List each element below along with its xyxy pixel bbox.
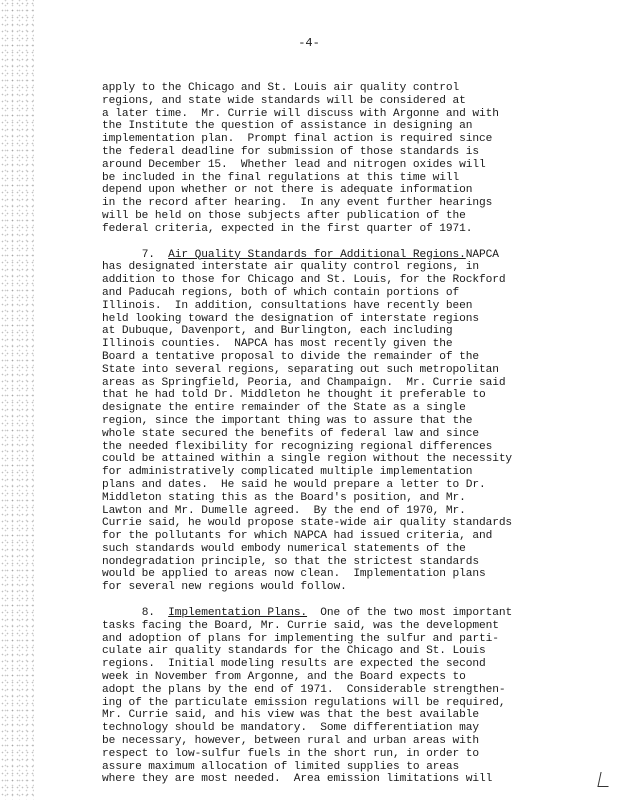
text-line: State into several regions, separating out such metropolitan: [102, 363, 499, 376]
text-line: adopt the plans by the end of 1971. Considerable strengthen-: [102, 683, 506, 696]
scan-artifact-mark: [597, 772, 611, 787]
page-number: -4-: [298, 36, 320, 50]
text-line: designate the entire remainder of the State as a single: [102, 402, 466, 415]
text-line: Currie said, he would propose state-wide air quality standards: [102, 517, 513, 530]
section-7-heading: Air Quality Standards for Additional Regions.: [168, 248, 466, 261]
text-line: at Dubuque, Davenport, and Burlington, each including: [102, 325, 453, 338]
text-line: ing of the particulate emission regulations will be required,: [102, 696, 506, 709]
document-body: [102, 82, 532, 786]
section-7-lines: [102, 261, 532, 594]
paragraph-section-8: [102, 607, 532, 786]
text-line: apply to the Chicago and St. Louis air quality control: [102, 82, 460, 94]
section-8-first-line-rest: One of the two most important: [320, 607, 513, 620]
text-line: would be applied to areas now clean. Implementation plans: [102, 568, 486, 581]
text-line: for the pollutants for which NAPCA had issued criteria, and: [102, 530, 493, 543]
text-line: held looking toward the designation of interstate regions: [102, 312, 479, 325]
scan-edge-noise: [0, 0, 34, 800]
text-line: in the record after hearing. In any event further hearings: [102, 197, 493, 210]
text-line: Mr. Currie said, and his view was that the best available: [102, 709, 479, 722]
text-line: Lawton and Mr. Dumelle agreed. By the end of 1970, Mr.: [102, 504, 466, 517]
text-line: Illinois. In addition, consultations have recently been: [102, 299, 473, 312]
text-line: regions, and state wide standards will be considered at: [102, 94, 466, 107]
section-8-number: 8.: [141, 607, 155, 620]
text-line: nondegradation principle, so that the strictest standards: [102, 555, 479, 568]
text-line: depend upon whether or not there is adequate information: [102, 184, 473, 197]
text-line: around December 15. Whether lead and nitrogen oxides will: [102, 158, 486, 171]
text-line: the federal deadline for submission of those standards is: [102, 145, 479, 158]
text-line: implementation plan. Prompt final action is required since: [102, 133, 493, 146]
text-line: assure maximum allocation of limited supplies to areas: [102, 760, 460, 773]
text-line: federal criteria, expected in the first quarter of 1971.: [102, 222, 473, 235]
paragraph-section-7: [102, 249, 532, 595]
text-line: could be attained within a single region without the necessity: [102, 453, 513, 466]
paragraph-intro: [102, 82, 532, 236]
text-line: region, since the important thing was to assure that the: [102, 414, 473, 427]
text-line: will be held on those subjects after publication of the: [102, 209, 466, 222]
text-line: plans and dates. He said he would prepare a letter to Dr.: [102, 478, 486, 491]
text-line: week in November from Argonne, and the Board expects to: [102, 671, 466, 684]
text-line: where they are most needed. Area emission limitations will: [102, 773, 493, 786]
text-line: such standards would embody numerical statements of the: [102, 542, 466, 555]
text-line: technology should be mandatory. Some differentiation may: [102, 722, 479, 735]
text-line: the Institute the question of assistance in designing an: [102, 120, 473, 133]
section-7-first-line: [102, 249, 532, 262]
text-line: regions. Initial modeling results are expected the second: [102, 658, 486, 671]
text-line: areas as Springfield, Peoria, and Champaign. Mr. Currie said: [102, 376, 506, 389]
text-line: and Paducah regions, both of which contain portions of: [102, 286, 460, 299]
text-line: Illinois counties. NAPCA has most recently given the: [102, 338, 453, 351]
text-line: for administratively complicated multiple implementation: [102, 466, 473, 479]
text-line: Board a tentative proposal to divide the remainder of the: [102, 350, 479, 363]
text-line: tasks facing the Board, Mr. Currie said, was the development: [102, 619, 499, 632]
text-line: be necessary, however, between rural and urban areas with: [102, 735, 479, 748]
section-7-number: 7.: [141, 248, 155, 261]
section-7-first-line-rest: NAPCA: [465, 248, 499, 261]
text-line: a later time. Mr. Currie will discuss with Argonne and with: [102, 107, 499, 120]
section-8-lines: [102, 620, 532, 786]
text-line: be included in the final regulations at this time will: [102, 171, 460, 184]
text-line: Middleton stating this as the Board's position, and Mr.: [102, 491, 466, 504]
text-line: and adoption of plans for implementing the sulfur and parti-: [102, 632, 499, 645]
text-line: the needed flexibility for recognizing regional differences: [102, 440, 493, 453]
text-line: has designated interstate air quality control regions, in: [102, 261, 479, 274]
text-line: respect to low-sulfur fuels in the short run, in order to: [102, 747, 479, 760]
section-8-first-line: [102, 607, 532, 620]
text-line: that he had told Dr. Middleton he thought it preferable to: [102, 389, 486, 402]
section-8-heading: Implementation Plans.: [168, 607, 308, 620]
text-line: addition to those for Chicago and St. Louis, for the Rockford: [102, 274, 506, 287]
text-line: for several new regions would follow.: [102, 581, 347, 594]
text-line: whole state secured the benefits of federal law and since: [102, 427, 479, 440]
text-line: culate air quality standards for the Chicago and St. Louis: [102, 645, 486, 658]
